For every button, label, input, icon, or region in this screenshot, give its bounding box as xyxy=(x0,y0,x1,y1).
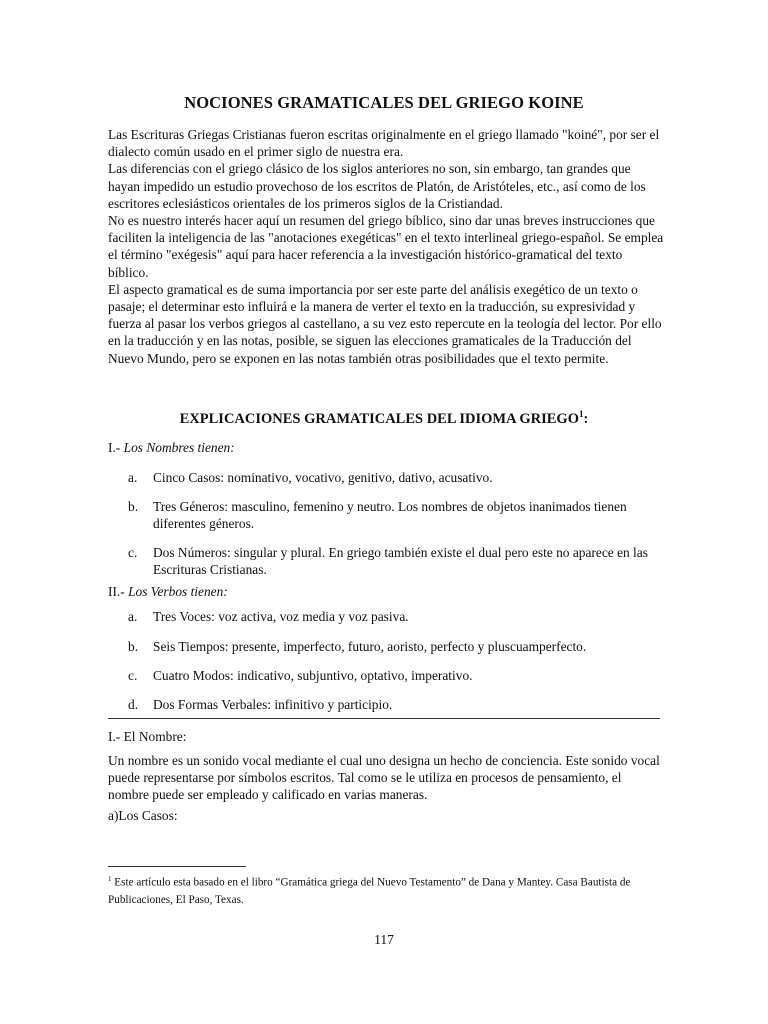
list-item-text: Tres Voces: voz activa, voz media y voz pasiva. xyxy=(153,609,409,624)
list-item-text: Seis Tiempos: presente, imperfecto, futuro, aoristo, perfecto y pluscuamperfecto. xyxy=(153,639,587,654)
footnote-text: Este artículo esta basado en el libro “Gramática griega del Nuevo Testamento” de Dana y Mantey. Casa Bautista de Publicaciones, El Paso, Texas. xyxy=(108,876,631,907)
list-item-text: Cinco Casos: nominativo, vocativo, genitivo, dativo, acusativo. xyxy=(153,470,493,485)
section-number: II.- xyxy=(108,584,129,599)
list-marker: b. xyxy=(128,499,139,514)
nombre-heading: I.- El Nombre: xyxy=(108,729,187,744)
list-marker: b. xyxy=(128,639,139,654)
intro-paragraph: Las Escrituras Griegas Cristianas fueron escritas originalmente en el griego llamado "koiné", por ser el dialecto común usado en el primer siglo de nuestra era. xyxy=(108,127,660,160)
footnote-marker: 1 xyxy=(108,875,112,883)
list-item-text: Dos Formas Verbales: infinitivo y participio. xyxy=(153,697,393,712)
nombre-paragraph: Un nombre es un sonido vocal mediante el cual uno designa un hecho de conciencia. Este sonido vocal puede representarse por símbolos escritos. Tal como se le utiliza en procesos de pensamiento, el nombre puede ser empleado y calificado en varias maneras. xyxy=(108,753,660,803)
intro-paragraph: El aspecto gramatical es de suma importancia por ser este parte del análisis exegético de un texto o pasaje; el determinar esto influirá e la manera de verter el texto en la traducción, su expresividad y fuerza al pasar los verbos griegos al castellano, a su vez esto repercute en la teología del lector. Por ello en la traducción y en las notas, posible, se siguen las elecciones gramaticales de la Traducción del Nuevo Mundo, pero se exponen en las notas también otras posibilidades que el texto permite. xyxy=(108,281,662,366)
footnote-divider xyxy=(108,866,246,867)
list-item-text: Dos Números: singular y plural. En griego también existe el dual pero este no aparece en las Escrituras Cristianas. xyxy=(153,545,648,577)
list-marker: d. xyxy=(128,697,139,712)
section-subtitle xyxy=(0,409,768,428)
footnote xyxy=(108,871,664,910)
list-marker: a. xyxy=(128,470,138,485)
list-marker: c. xyxy=(128,668,138,683)
section-heading-text: Los Verbos tienen: xyxy=(128,584,228,599)
horizontal-divider xyxy=(108,718,660,719)
intro-paragraph: Las diferencias con el griego clásico de los siglos anteriores no son, sin embargo, tan grandes que hayan impedido un estudio provechoso de los escritos de Platón, de Aristóteles, etc., así como de los escritores eclesiásticos orientales de los primeros siglos de la Cristiandad. xyxy=(108,161,646,211)
list-item-text: Tres Géneros: masculino, femenino y neutro. Los nombres de objetos inanimados tienen diferentes géneros. xyxy=(153,499,627,531)
section-heading-verbos xyxy=(108,584,228,600)
footnote-ref[interactable]: 1 xyxy=(579,409,584,419)
section-number: I.- xyxy=(108,440,124,455)
list-item-text: Cuatro Modos: indicativo, subjuntivo, optativo, imperativo. xyxy=(153,668,473,683)
intro-paragraph: No es nuestro interés hacer aquí un resumen del griego bíblico, sino dar unas breves instrucciones que faciliten la inteligencia de las "anotaciones exegéticas" en el texto interlineal griego-español. Se emplea el término "exégesis" aquí para hacer referencia a la investigación histórico-gramatical del texto bíblico. xyxy=(108,213,664,280)
subtitle-text: EXPLICACIONES GRAMATICALES DEL IDIOMA GRIEGO xyxy=(179,410,579,427)
page-number: 117 xyxy=(374,932,394,947)
page-title: NOCIONES GRAMATICALES DEL GRIEGO KOINE xyxy=(184,93,584,112)
subtitle-colon: : xyxy=(583,410,589,427)
section-heading-text: Los Nombres tienen: xyxy=(123,440,235,455)
list-marker: c. xyxy=(128,545,138,560)
casos-heading: a)Los Casos: xyxy=(108,808,178,823)
section-heading-nombres xyxy=(108,440,235,456)
intro-text xyxy=(108,126,664,367)
list-marker: a. xyxy=(128,609,138,624)
